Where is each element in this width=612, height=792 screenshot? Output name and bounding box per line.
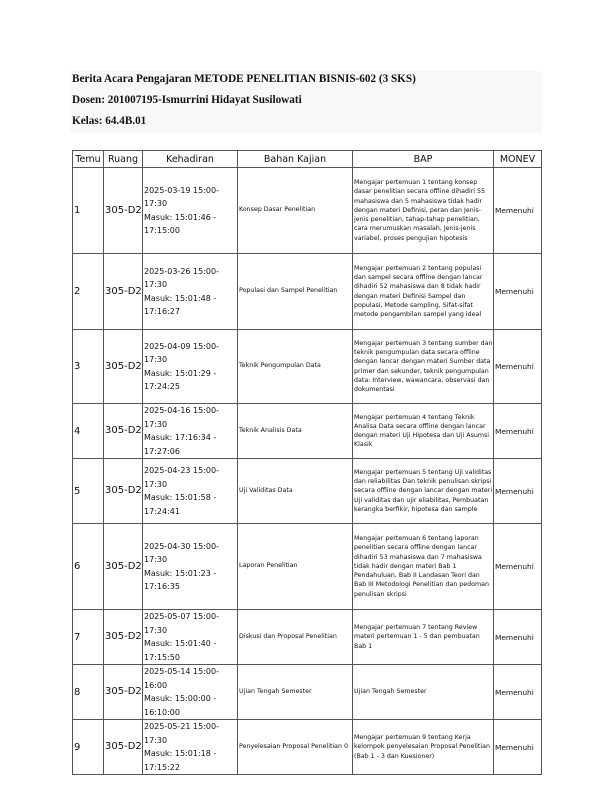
col-header-ruang: Ruang <box>104 151 143 168</box>
schedule-text: 2025-05-21 15:00-17:30 <box>144 722 219 745</box>
cell-bahan-kajian: Laporan Penelitian <box>238 524 353 610</box>
cell-monev: Memenuhi <box>494 168 542 254</box>
cell-kehadiran <box>143 524 238 610</box>
cell-kehadiran <box>143 168 238 254</box>
cell-bahan-kajian: Uji Validitas Data <box>238 459 353 524</box>
class-line: Kelas: 64.4B.01 <box>72 115 147 127</box>
cell-monev: Memenuhi <box>494 610 542 665</box>
col-header-kehadiran: Kehadiran <box>143 151 238 168</box>
cell-temu: 3 <box>73 330 104 404</box>
cell-monev: Memenuhi <box>494 459 542 524</box>
cell-temu: 9 <box>73 720 104 775</box>
cell-ruang: 305-D2 <box>104 459 143 524</box>
cell-kehadiran <box>143 330 238 404</box>
check-in-text: Masuk: 15:01:23 - 17:16:35 <box>144 568 217 591</box>
check-in-text: Masuk: 17:16:34 - 17:27:06 <box>144 433 217 456</box>
cell-temu: 2 <box>73 254 104 330</box>
col-header-bap: BAP <box>353 151 494 168</box>
cell-bap: Mengajar pertemuan 3 tentang sumber dan teknik pengumpulan data secara offline dengan lancar dengan materi Sumber data primer dan sekunder, teknik pengumpulan data: Interview, wawancara, observasi dan dokumentasi <box>353 330 494 404</box>
schedule-text: 2025-04-30 15:00-17:30 <box>144 541 219 564</box>
cell-bap: Mengajar pertemuan 9 tentang Kerja kelompok penyelesaian Proposal Penelitian (Bab 1 - 3 dan Kuesioner) <box>353 720 494 775</box>
cell-bahan-kajian: Diskusi dan Proposal Penelitian <box>238 610 353 665</box>
cell-kehadiran <box>143 254 238 330</box>
schedule-text: 2025-03-26 15:00-17:30 <box>144 266 219 289</box>
table-row <box>73 459 542 524</box>
cell-bahan-kajian: Teknik Pengumpulan Data <box>238 330 353 404</box>
cell-kehadiran <box>143 610 238 665</box>
cell-ruang: 305-D2 <box>104 168 143 254</box>
cell-ruang: 305-D2 <box>104 720 143 775</box>
table-row <box>73 610 542 665</box>
cell-bap: Ujian Tengah Semester <box>353 665 494 720</box>
cell-monev: Memenuhi <box>494 665 542 720</box>
table-row <box>73 168 542 254</box>
check-in-text: Masuk: 15:01:58 - 17:24:41 <box>144 493 217 516</box>
cell-temu: 5 <box>73 459 104 524</box>
schedule-text: 2025-05-07 15:00-17:30 <box>144 612 219 635</box>
col-header-bahan-kajian: Bahan Kajian <box>238 151 353 168</box>
cell-kehadiran <box>143 665 238 720</box>
cell-bap: Mengajar pertemuan 6 tentang laporan penelitian secara offline dengan lancar dihadiri 53 mahasiswa dan 7 mahasiswa tidak hadir dengan materi Bab 1 Pendahuluan, Bab II Landasan Teori dan Bab III Metodologi Penelitian dan pedoman penulisan skripsi <box>353 524 494 610</box>
cell-monev: Memenuhi <box>494 720 542 775</box>
cell-ruang: 305-D2 <box>104 610 143 665</box>
cell-bahan-kajian: Konsep Dasar Penelitian <box>238 168 353 254</box>
cell-kehadiran <box>143 404 238 459</box>
lecturer-line: Dosen: 201007195-Ismurrini Hidayat Susilowati <box>72 94 302 106</box>
cell-kehadiran <box>143 459 238 524</box>
document-title: Berita Acara Pengajaran METODE PENELITIAN BISNIS-602 (3 SKS) <box>72 73 416 85</box>
cell-temu: 8 <box>73 665 104 720</box>
table-header-row <box>73 151 542 168</box>
table-row <box>73 330 542 404</box>
cell-bahan-kajian: Penyelesaian Proposal Penelitian 0 <box>238 720 353 775</box>
cell-temu: 6 <box>73 524 104 610</box>
cell-ruang: 305-D2 <box>104 330 143 404</box>
attendance-table <box>72 150 542 775</box>
cell-kehadiran <box>143 720 238 775</box>
table-row <box>73 720 542 775</box>
check-in-text: Masuk: 15:01:40 - 17:15:50 <box>144 639 217 662</box>
cell-bap: Mengajar pertemuan 7 tentang Review materi pertemuan 1 - 5 dan pembuatan Bab 1 <box>353 610 494 665</box>
table-row <box>73 665 542 720</box>
schedule-text: 2025-03-19 15:00-17:30 <box>144 185 219 208</box>
col-header-temu: Temu <box>73 151 104 168</box>
cell-monev: Memenuhi <box>494 524 542 610</box>
schedule-text: 2025-04-16 15:00-17:30 <box>144 406 219 429</box>
cell-bap: Mengajar pertemuan 2 tentang populasi dan sampel secara offline dengan lancar dihadiri 52 mahasiswa dan 8 tidak hadir dengan materi Definisi Sampel dan populasi, Metode sampling, Sifat-sifat metode pengambilan sampel yang ideal <box>353 254 494 330</box>
col-header-monev: MONEV <box>494 151 542 168</box>
cell-bahan-kajian: Teknik Analisis Data <box>238 404 353 459</box>
cell-temu: 4 <box>73 404 104 459</box>
table-row <box>73 404 542 459</box>
table-row <box>73 254 542 330</box>
schedule-text: 2025-04-23 15:00-17:30 <box>144 466 219 489</box>
cell-bap: Mengajar pertemuan 1 tentang konsep dasar penelitian secara offline dihadiri 55 mahasiswa dan 5 mahasiswa tidak hadir dengan materi Definisi, peran dan Jenis-jenis penelitian, tahap-tahap penelitian, cara merumuskan masalah, Jenis-jenis variabel, proses pengujian hipotesis <box>353 168 494 254</box>
cell-monev: Memenuhi <box>494 254 542 330</box>
check-in-text: Masuk: 15:01:29 - 17:24:25 <box>144 368 217 391</box>
check-in-text: Masuk: 15:01:46 - 17:15:00 <box>144 212 217 235</box>
cell-bahan-kajian: Ujian Tengah Semester <box>238 665 353 720</box>
cell-ruang: 305-D2 <box>104 665 143 720</box>
check-in-text: Masuk: 15:00:00 - 16:10:00 <box>144 694 217 717</box>
cell-monev: Memenuhi <box>494 404 542 459</box>
table-row <box>73 524 542 610</box>
cell-temu: 1 <box>73 168 104 254</box>
cell-ruang: 305-D2 <box>104 254 143 330</box>
cell-monev: Memenuhi <box>494 330 542 404</box>
document-header <box>70 71 542 133</box>
cell-ruang: 305-D2 <box>104 404 143 459</box>
cell-temu: 7 <box>73 610 104 665</box>
schedule-text: 2025-05-14 15:00-16:00 <box>144 667 219 690</box>
cell-bap: Mengajar pertemuan 4 tentang Teknik Analisa Data secara offline dengan lancar dengan materi Uji Hipotesa dan Uji Asumsi Klasik <box>353 404 494 459</box>
cell-bahan-kajian: Populasi dan Sampel Penelitian <box>238 254 353 330</box>
check-in-text: Masuk: 15:01:18 - 17:15:22 <box>144 749 217 772</box>
cell-ruang: 305-D2 <box>104 524 143 610</box>
cell-bap: Mengajar pertemuan 5 tentang Uji validitas dan reliabilitas Dan teknik penulisan skripsi secara offline dengan lancar dengan materi Uji validitas dan ujir eliabilitas, Pembuatan kerangka berfikir, hipotesa dan sample <box>353 459 494 524</box>
schedule-text: 2025-04-09 15:00-17:30 <box>144 341 219 364</box>
check-in-text: Masuk: 15:01:48 - 17:16:27 <box>144 293 217 316</box>
